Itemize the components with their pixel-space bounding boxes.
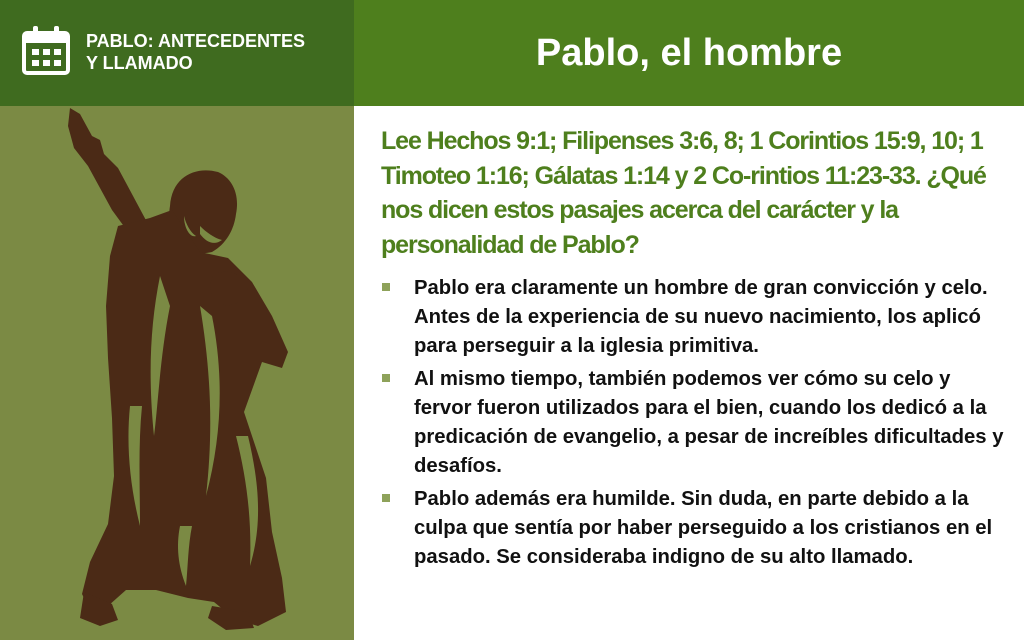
slide-title: Pablo, el hombre: [535, 31, 843, 74]
section-label: PABLO: ANTECEDENTES Y LLAMADO: [86, 31, 306, 73]
illustration-panel: [0, 106, 354, 640]
bullet-item: [382, 274, 1007, 361]
paul-figure-illustration: [0, 106, 354, 640]
intro-question: Lee Hechos 9:1; Filipenses 3:6, 8; 1 Corintios 15:9, 10; 1 Timoteo 1:16; Gálatas 1:14 y 2 Co-rintios 11:23-33. ¿Qué nos dicen estos pasajes acerca del carácter y la personalidad de Pablo?: [381, 127, 986, 259]
bullet-text: Pablo además era humilde. Sin duda, en parte debido a la culpa que sentía por haber perseguido a los cristianos en el pasado. Se consideraba indigno de su alto llamado.: [414, 488, 993, 568]
bullet-square-icon: [382, 494, 390, 502]
bullet-square-icon: [382, 374, 390, 382]
bullet-item: [382, 365, 1007, 481]
calendar-icon: [22, 25, 70, 75]
bullet-item: [382, 485, 1007, 572]
bullet-text: Al mismo tiempo, también podemos ver cómo su celo y fervor fueron utilizados para el bien, cuando los dedicó a la predicación de evangelio, a pesar de increíbles dificultades y desafíos.: [414, 368, 1004, 477]
bullet-square-icon: [382, 283, 390, 291]
bullet-list: [382, 274, 1007, 576]
bullet-text: Pablo era claramente un hombre de gran convicción y celo. Antes de la experiencia de su nuevo nacimiento, los aplicó para perseguir a la iglesia primitiva.: [414, 277, 988, 357]
